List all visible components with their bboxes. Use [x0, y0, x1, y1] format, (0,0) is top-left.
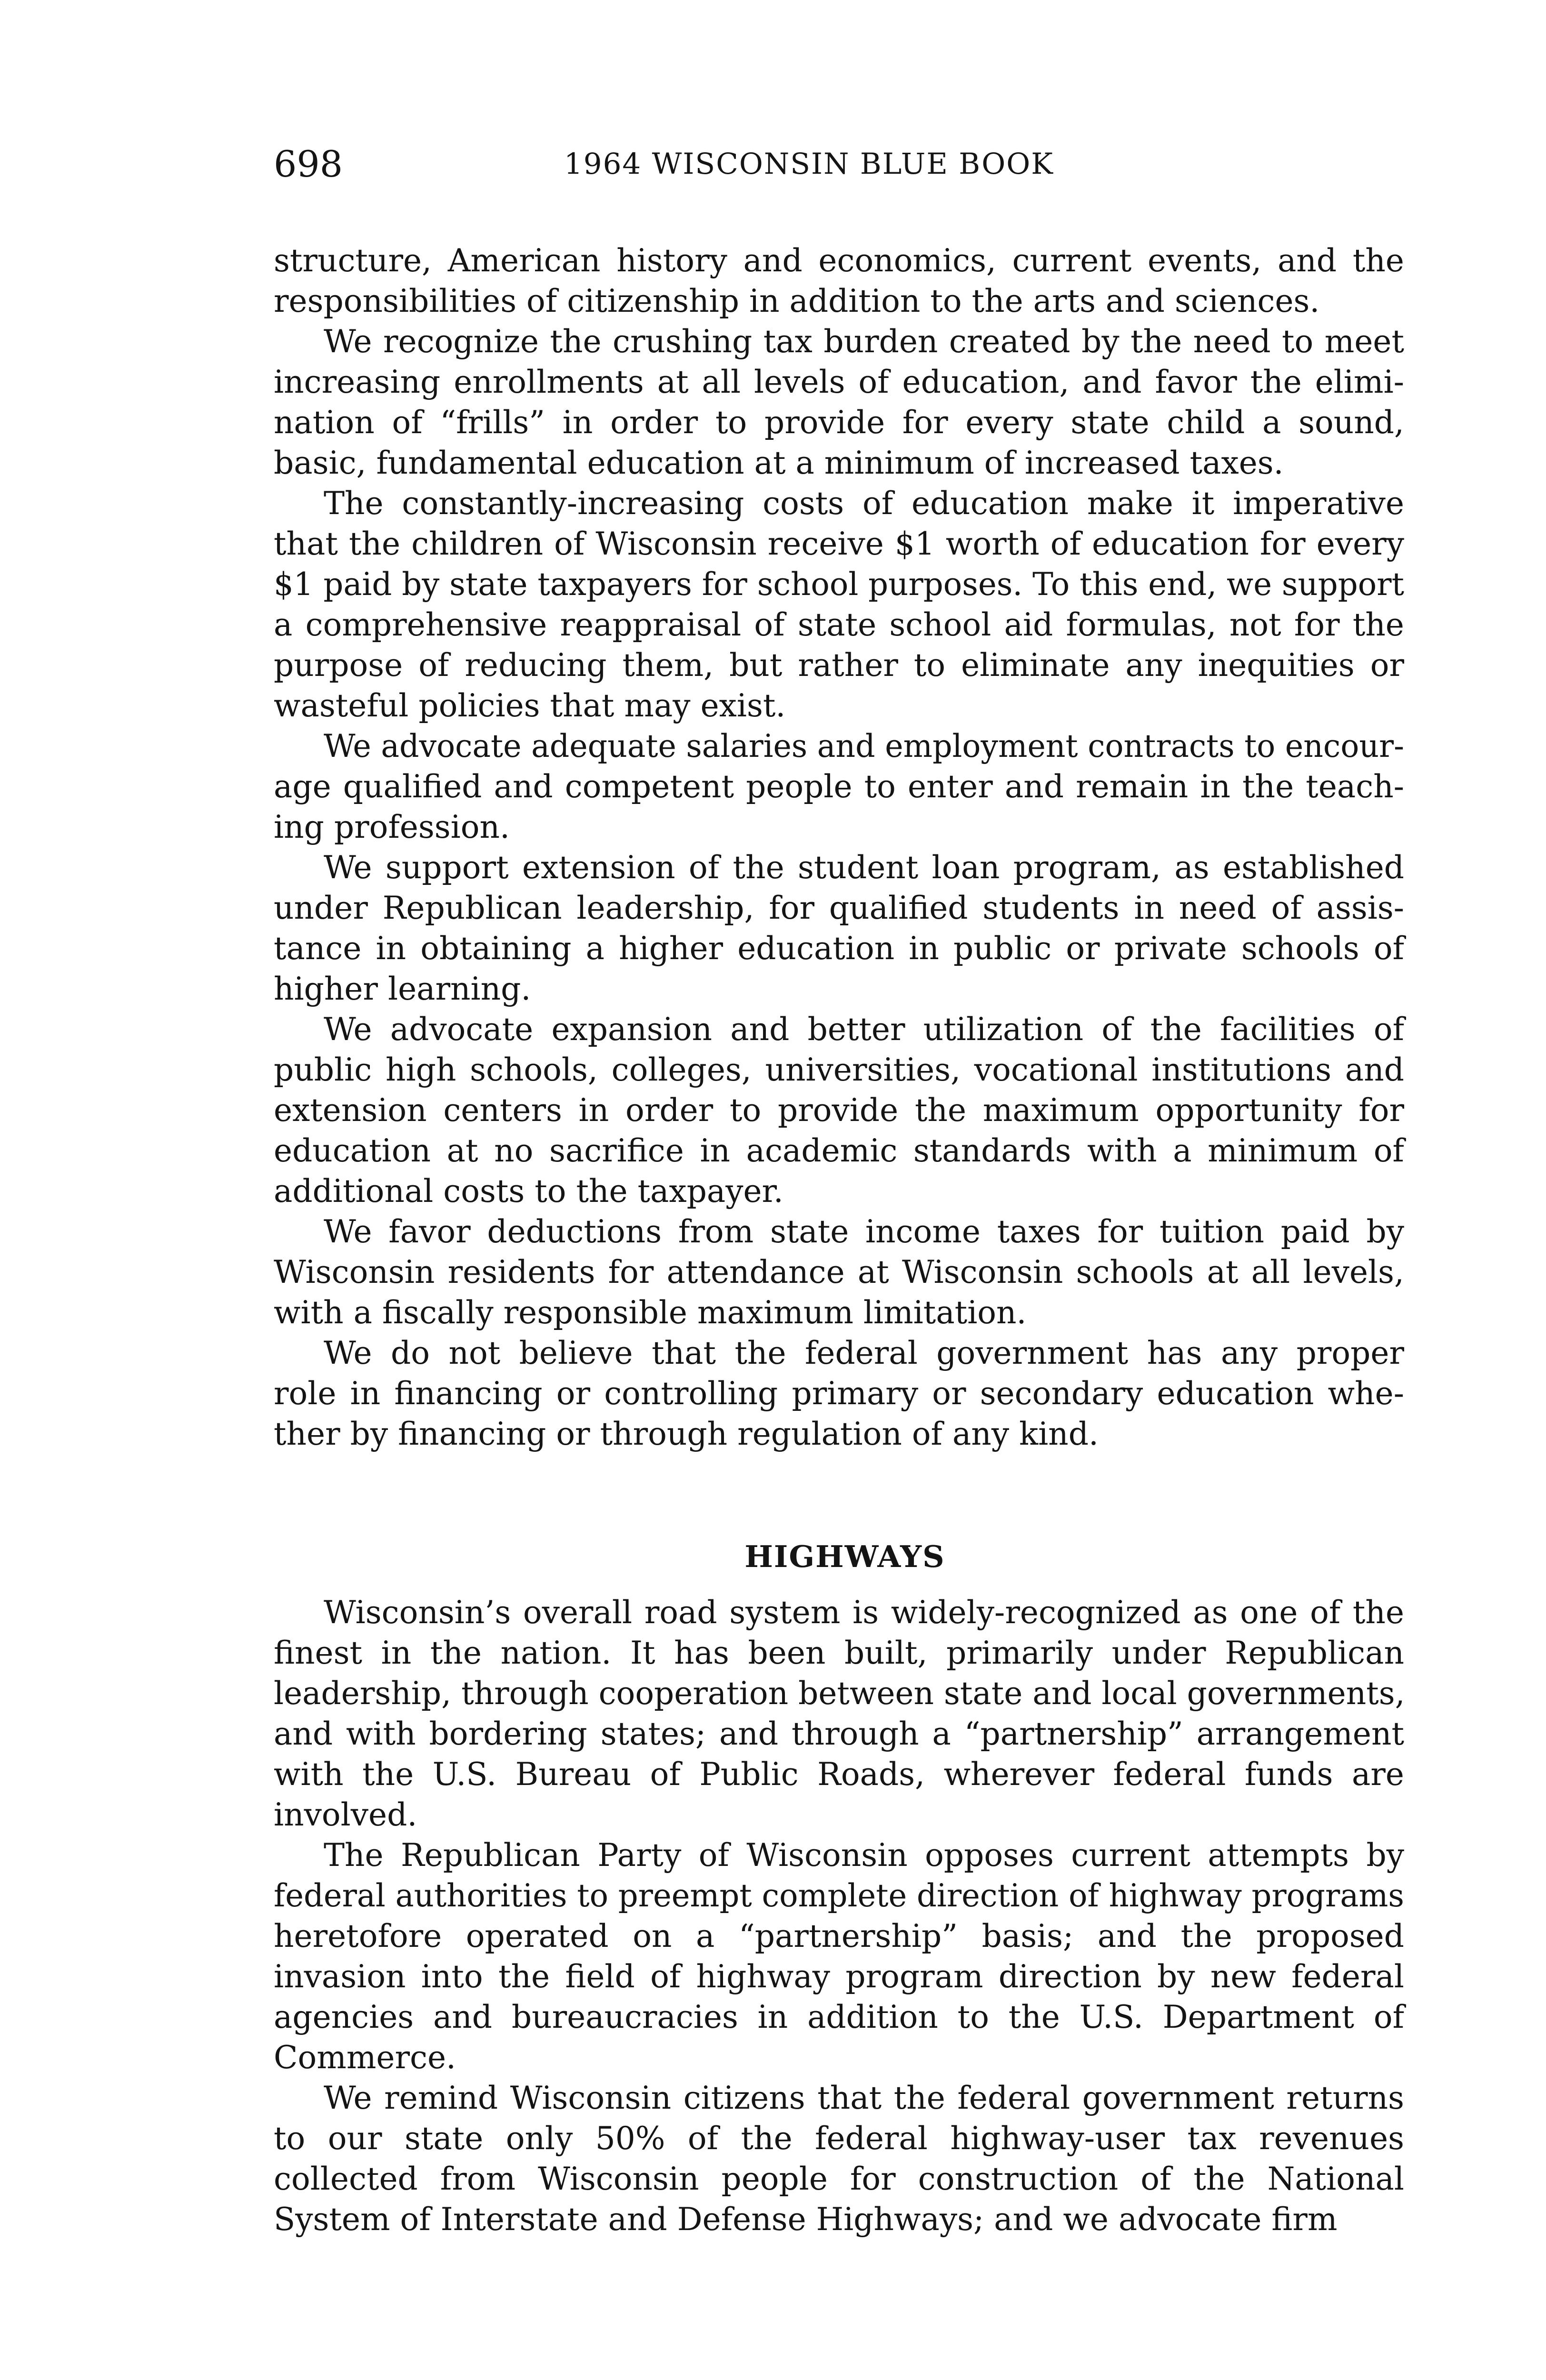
text-line: with a fiscally responsible maximum limitation. [274, 1294, 1027, 1331]
text-line: collected from Wisconsin people for construction of the National [274, 2161, 1404, 2197]
text-line: purpose of reducing them, but rather to eliminate any inequities or [274, 647, 1404, 684]
text-line: agencies and bureaucracies in addition to the U.S. Department of [274, 1999, 1404, 2035]
text-line: Commerce. [274, 2039, 456, 2076]
text-line: additional costs to the taxpayer. [274, 1173, 783, 1210]
text-line: We do not believe that the federal government has any proper [324, 1335, 1404, 1371]
text-line: wasteful policies that may exist. [274, 687, 786, 724]
text-line: federal authorities to preempt complete direction of highway programs [274, 1877, 1404, 1914]
text-line: We favor deductions from state income taxes for tuition paid by [324, 1213, 1404, 1250]
text-line: a comprehensive reappraisal of state school aid formulas, not for the [274, 606, 1404, 643]
text-line: heretofore operated on a “partnership” basis; and the proposed [274, 1918, 1404, 1954]
text-line: We remind Wisconsin citizens that the federal government returns [324, 2080, 1404, 2116]
text-line: Wisconsin residents for attendance at Wisconsin schools at all levels, [274, 1254, 1404, 1290]
text-line: to our state only 50% of the federal highway-user tax revenues [274, 2120, 1404, 2157]
running-head: 1964 WISCONSIN BLUE BOOK [564, 147, 1054, 181]
text-line: with the U.S. Bureau of Public Roads, wherever federal funds are [274, 1756, 1404, 1793]
text-line: education at no sacrifice in academic standards with a minimum of [274, 1132, 1404, 1169]
text-line: age qualified and competent people to enter and remain in the teach- [274, 768, 1404, 805]
text-line: Wisconsin’s overall road system is widely-recognized as one of the [324, 1594, 1404, 1631]
text-line: We advocate expansion and better utilization of the facilities of [324, 1011, 1404, 1048]
text-line: increasing enrollments at all levels of education, and favor the elimi- [274, 364, 1404, 400]
text-line: structure, American history and economics, current events, and the [274, 242, 1404, 279]
text-line: The Republican Party of Wisconsin opposes current attempts by [324, 1837, 1404, 1874]
text-line: public high schools, colleges, universities, vocational institutions and [274, 1051, 1404, 1088]
text-line: basic, fundamental education at a minimum of increased taxes. [274, 445, 1284, 481]
text-line: that the children of Wisconsin receive $1 worth of education for every [274, 526, 1404, 562]
text-line: involved. [274, 1796, 417, 1833]
text-line: We support extension of the student loan program, as established [324, 849, 1404, 886]
page-header [274, 138, 1449, 190]
text-line: nation of “frills” in order to provide for every state child a sound, [274, 404, 1404, 441]
page-number: 698 [274, 143, 343, 185]
text-line: The constantly-increasing costs of education make it imperative [324, 485, 1404, 522]
text-line: ing profession. [274, 809, 510, 845]
text-line: leadership, through cooperation between state and local governments, [274, 1675, 1405, 1712]
text-line: finest in the nation. It has been built, primarily under Republican [274, 1635, 1404, 1671]
text-line: responsibilities of citizenship in addition to the arts and sciences. [274, 283, 1320, 319]
text-line: We recognize the crushing tax burden created by the need to meet [324, 323, 1404, 360]
text-line: role in financing or controlling primary or secondary education whe- [274, 1375, 1404, 1412]
text-line: under Republican leadership, for qualified students in need of assis- [274, 890, 1404, 926]
text-line: extension centers in order to provide the maximum opportunity for [274, 1092, 1404, 1129]
text-line: We advocate adequate salaries and employment contracts to encour- [324, 728, 1404, 764]
text-line: higher learning. [274, 971, 531, 1007]
text-line: tance in obtaining a higher education in public or private schools of [274, 930, 1404, 967]
text-line: $1 paid by state taxpayers for school purposes. To this end, we support [274, 566, 1404, 603]
text-line: ther by financing or through regulation of any kind. [274, 1416, 1099, 1452]
section-heading-highways: HIGHWAYS [744, 1539, 945, 1574]
text-line: invasion into the field of highway program direction by new federal [274, 1958, 1404, 1995]
text-line: and with bordering states; and through a “partnership” arrangement [274, 1716, 1404, 1752]
text-line: System of Interstate and Defense Highways; and we advocate firm [274, 2201, 1338, 2238]
